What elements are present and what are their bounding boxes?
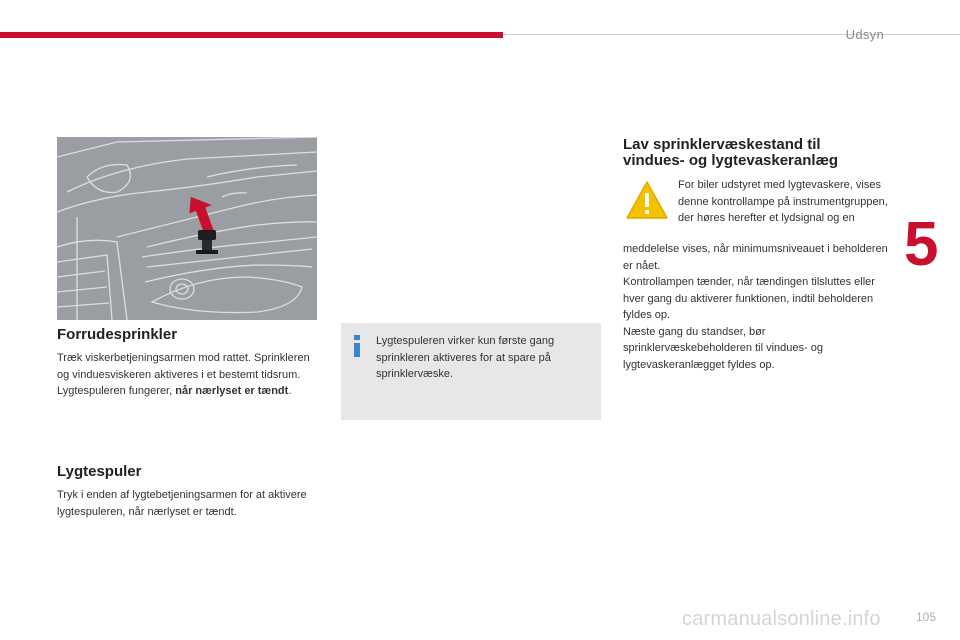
- heading-forrudesprinkler: Forrudesprinkler: [57, 326, 178, 343]
- forrudesprinkler-paragraph-2: Lygtespuleren fungerer, når nærlyset er tændt.: [57, 385, 292, 397]
- info-box: [341, 323, 601, 420]
- page-number: 105: [915, 610, 936, 624]
- forrudesprinkler-paragraph-1: Træk viskerbetjeningsarmen mod rattet. Sprinkleren og vinduesviskeren aktiveres i et bestemt tidsrum.: [57, 352, 310, 381]
- headlamp-washer-illustration: [57, 137, 317, 320]
- info-text: Lygtespuleren virker kun første gang sprinkleren aktiveres for at spare på sprinklervæske.: [376, 335, 555, 380]
- heading-lygtespuler: Lygtespuler: [57, 463, 142, 480]
- warning-icon: [625, 180, 669, 220]
- lygtespuler-text: Tryk i enden af lygtebetjeningsarmen for at aktivere lygtespuleren, når nærlyset er tændt.: [57, 489, 307, 518]
- watermark: carmanualsonline.info: [682, 608, 881, 630]
- section-title: Udsyn: [845, 27, 884, 42]
- chapter-number: 5: [904, 210, 939, 279]
- header-rule: [503, 34, 960, 35]
- heading-lav-sprinklervaeskestand: Lav sprinklervæskestand til vindues- og lygtevaskeranlæg: [623, 136, 839, 169]
- lav-paragraph-1: meddelelse vises, når minimumsniveauet i beholderen er nået.: [623, 243, 888, 272]
- lav-paragraph-3: Næste gang du standser, bør sprinklervæskebeholderen til vindues- og lygtevaskeranlægget fyldes op.: [623, 325, 823, 371]
- info-icon: [351, 335, 363, 357]
- forrudesprinkler-text: [57, 350, 312, 400]
- bold-condition: når nærlyset er tændt: [175, 385, 289, 397]
- lav-text-body: [623, 241, 893, 373]
- header-accent-bar: [0, 32, 503, 38]
- lav-text-intro: For biler udstyret med lygtevaskere, vises denne kontrollampe på instrumentgruppen, der høres herefter et lydsignal og en: [678, 179, 888, 224]
- lav-paragraph-2: Kontrollampen tænder, når tændingen tilsluttes eller hver gang du aktiverer funktionen, indtil beholderen fyldes op.: [623, 276, 875, 321]
